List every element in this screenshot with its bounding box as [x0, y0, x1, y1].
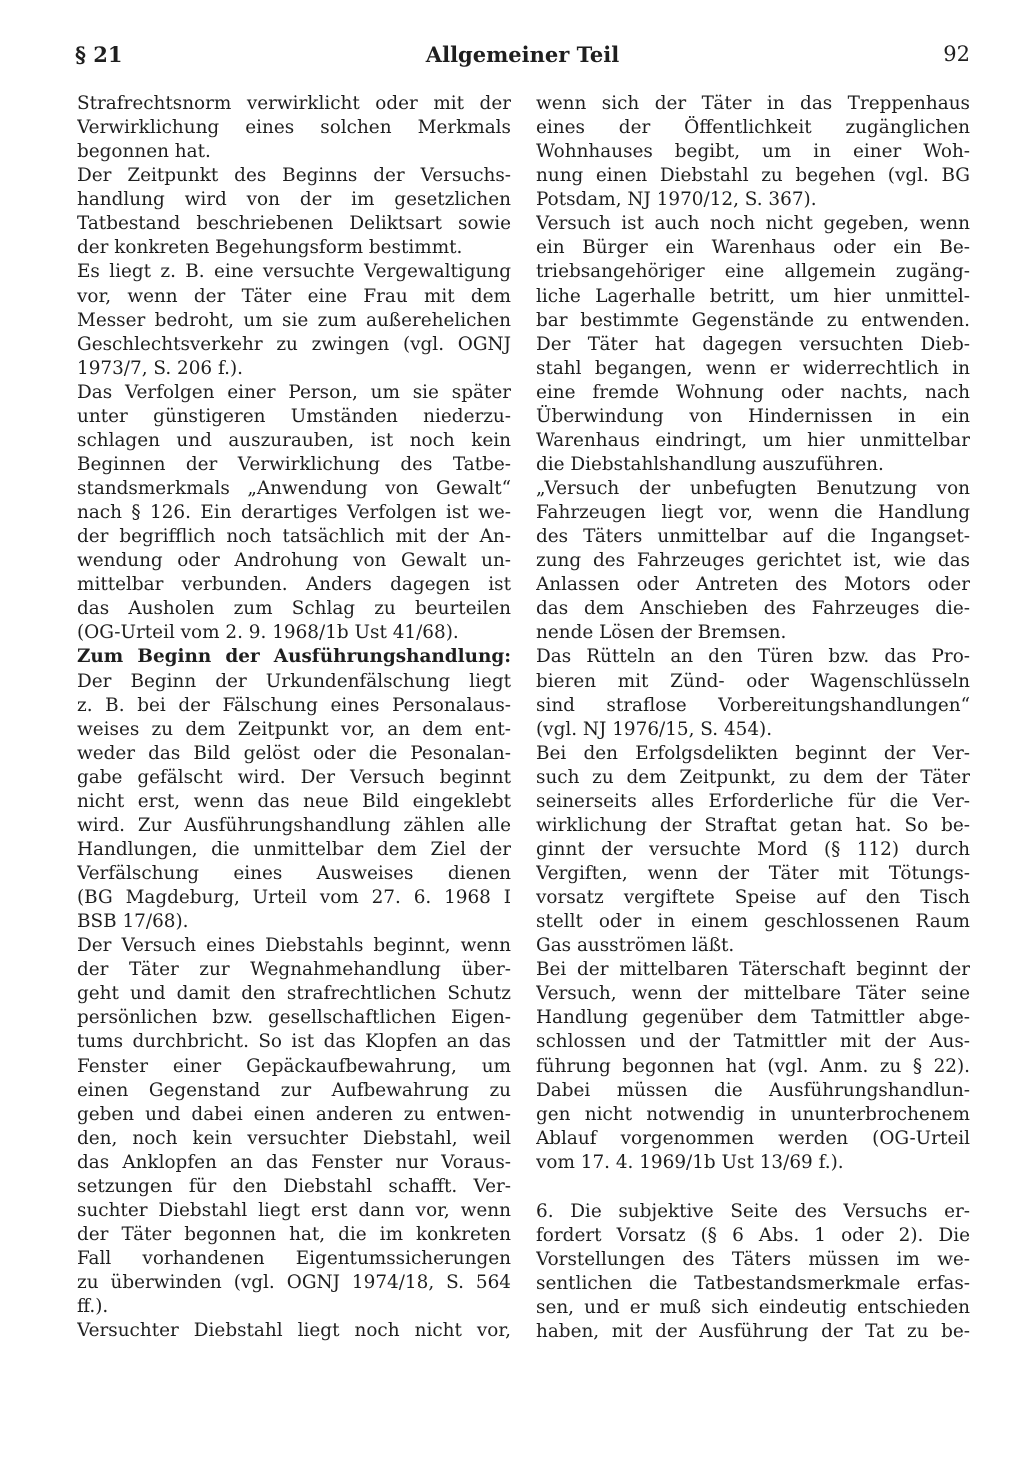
text-line: geht und damit den strafrechtlichen Schutz [77, 983, 511, 1005]
text-line: schlossen und der Tatmittler mit der Aus- [536, 1031, 970, 1053]
text-line: (vgl. NJ 1976/15, S. 454). [536, 718, 773, 740]
text-line: Anlassen oder Antreten des Motors oder [536, 574, 970, 596]
text-line: „Versuch der unbefugten Benutzung von [536, 478, 970, 499]
text-line: triebsangehöriger eine allgemein zugäng- [536, 261, 970, 283]
text-line: Der Täter hat dagegen versuchten Dieb- [536, 333, 970, 355]
text-line: tums durchbricht. So ist das Klopfen an das [77, 1031, 511, 1053]
page-number: 92 [943, 42, 970, 66]
text-line: stahl begangen, wenn er widerrechtlich in [536, 357, 970, 379]
text-line: Der Zeitpunkt des Beginns der Versuchs- [77, 165, 511, 187]
text-line: eines der Öffentlichkeit zugänglichen [536, 117, 970, 139]
text-line: Es liegt z. B. eine versuchte Vergewaltigung [77, 261, 511, 283]
section-number: § 21 [75, 42, 123, 67]
text-line: schlagen und auszurauben, ist noch kein [77, 429, 511, 451]
text-line: haben, mit der Ausführung der Tat zu be- [536, 1321, 970, 1343]
text-line: ff.). [77, 1296, 109, 1318]
text-line: geben und dabei einen anderen zu entwen- [77, 1103, 511, 1125]
text-line: Fenster einer Gepäckaufbewahrung, um [77, 1055, 511, 1077]
text-line: Fall vorhandenen Eigentumssicherungen [77, 1248, 511, 1269]
text-line: wendung oder Androhung von Gewalt un- [77, 550, 511, 572]
text-line: Gas ausströmen läßt. [536, 935, 735, 957]
text-line: Das Rütteln an den Türen bzw. das Pro- [536, 646, 970, 668]
text-line: vom 17. 4. 1969/1b Ust 13/69 f.). [536, 1151, 844, 1173]
text-line: wenn sich der Täter in das Treppenhaus [536, 93, 970, 114]
text-line: Bei der mittelbaren Täterschaft beginnt der [536, 959, 970, 981]
text-line: den, noch kein versuchter Diebstahl, weil [77, 1127, 511, 1149]
text-line: Versuch, wenn der mittelbare Täter seine [536, 983, 970, 1005]
text-line: Verfälschung eines Ausweises dienen [77, 863, 511, 884]
text-line: der Täter zur Wegnahmehandlung über- [77, 959, 511, 981]
paragraph-gap [536, 1175, 970, 1200]
text-line: Handlung gegenüber dem Tatmittler abge- [536, 1007, 970, 1029]
text-line: Warenhaus eindringt, um hier unmittelbar [536, 429, 970, 451]
text-line: stellt oder in einem geschlossenen Raum [536, 911, 970, 933]
text-line: Bei den Erfolgsdelikten beginnt der Ver- [536, 742, 970, 764]
text-line: sentlichen die Tatbestandsmerkmale erfas- [536, 1273, 970, 1294]
text-line: der Täter begonnen hat, die im konkreten [77, 1223, 511, 1245]
text-line: nung einen Diebstahl zu begehen (vgl. BG [536, 165, 970, 187]
text-line: das Ausholen zum Schlag zu beurteilen [77, 598, 511, 620]
text-line: nende Lösen der Bremsen. [536, 622, 787, 644]
text-line: führung begonnen hat (vgl. Anm. zu § 22). [536, 1055, 970, 1077]
text-line: Der Versuch eines Diebstahls beginnt, wenn [77, 935, 511, 957]
text-line: Tatbestand beschriebenen Deliktsart sowie [77, 213, 511, 235]
text-line: der begrifflich noch tatsächlich mit der An- [77, 526, 511, 548]
text-line: liche Lagerhalle betritt, um hier unmittel- [536, 285, 970, 307]
text-line: nach § 126. Ein derartiges Verfolgen ist we- [77, 502, 511, 524]
text-line: Strafrechtsnorm verwirklicht oder mit der [77, 93, 511, 114]
text-line: Verwirklichung eines solchen Merkmals [77, 117, 511, 139]
text-line: mittelbar verbunden. Anders dagegen ist [77, 574, 511, 596]
text-line: Fahrzeugen liegt vor, wenn die Handlung [536, 502, 970, 524]
text-line: zung des Fahrzeuges gerichtet ist, wie das [536, 550, 970, 572]
text-line: Vorstellungen des Täters müssen im we- [536, 1248, 970, 1270]
text-line: bieren mit Zünd- oder Wagenschlüsseln [536, 670, 970, 692]
text-line: Messer bedroht, um sie zum außerehelichen [77, 309, 511, 331]
text-line: setzungen für den Diebstahl schafft. Ver- [77, 1175, 511, 1197]
text-line: wirklichung der Straftat getan hat. So be- [536, 814, 970, 836]
text-line: BSB 17/68). [77, 911, 189, 933]
text-line: weises zu dem Zeitpunkt vor, an dem ent- [77, 718, 511, 740]
text-line: Dabei müssen die Ausführungshandlun- [536, 1079, 970, 1101]
subheading-line: Zum Beginn der Ausführungshandlung: [77, 646, 511, 668]
text-line: zu überwinden (vgl. OGNJ 1974/18, S. 564 [77, 1272, 511, 1294]
text-line: Geschlechtsverkehr zu zwingen (vgl. OGNJ [77, 333, 511, 355]
text-line: vor, wenn der Täter eine Frau mit dem [77, 285, 511, 307]
text-line: das dem Anschieben des Fahrzeuges die- [536, 598, 970, 620]
text-line: suchter Diebstahl liegt erst dann vor, wenn [77, 1199, 511, 1221]
text-line: weder das Bild gelöst oder die Pesonalan- [77, 742, 511, 764]
text-line: Beginnen der Verwirklichung des Tatbe- [77, 453, 511, 475]
text-line: gen nicht notwendig in ununterbrochenem [536, 1103, 970, 1125]
text-line: unter günstigeren Umständen niederzu- [77, 405, 511, 427]
text-line: seinerseits alles Erforderliche für die Ver- [536, 790, 970, 812]
text-line: 1973/7, S. 206 f.). [77, 357, 243, 379]
text-line: Versuchter Diebstahl liegt noch nicht vor, [77, 1320, 511, 1342]
text-line: Wohnhauses begibt, um in einer Woh- [536, 141, 970, 163]
text-line: begonnen hat. [77, 141, 211, 163]
text-line: Potsdam, NJ 1970/12, S. 367). [536, 189, 817, 211]
text-line: standsmerkmals „Anwendung von Gewalt“ [77, 478, 511, 499]
text-line: des Täters unmittelbar auf die Ingangset- [536, 526, 970, 548]
text-line: vorsatz vergiftete Speise auf den Tisch [536, 887, 970, 909]
text-line: das Anklopfen an das Fenster nur Voraus- [77, 1151, 511, 1173]
text-line: eine fremde Wohnung oder nachts, nach [536, 381, 970, 403]
running-header [75, 42, 970, 76]
text-line: Das Verfolgen einer Person, um sie später [77, 381, 511, 403]
text-line: handlung wird von der im gesetzlichen [77, 189, 511, 211]
right-column [536, 92, 970, 1344]
text-line: Handlungen, die unmittelbar dem Ziel der [77, 838, 511, 860]
text-line: Vergiften, wenn der Täter mit Tötungs- [536, 863, 970, 884]
text-line: einen Gegenstand zur Aufbewahrung zu [77, 1079, 511, 1101]
text-line: Ablauf vorgenommen werden (OG-Urteil [536, 1127, 970, 1149]
text-line: (BG Magdeburg, Urteil vom 27. 6. 1968 I [77, 887, 511, 909]
text-line: sen, und er muß sich eindeutig entschieden [536, 1297, 970, 1319]
text-line: ein Bürger ein Warenhaus oder ein Be- [536, 237, 970, 259]
text-line: nicht erst, wenn das neue Bild eingeklebt [77, 790, 511, 812]
text-line: ginnt der versuchte Mord (§ 112) durch [536, 838, 970, 860]
text-line: such zu dem Zeitpunkt, zu dem der Täter [536, 766, 970, 788]
left-column [77, 92, 511, 1343]
text-line: Der Beginn der Urkundenfälschung liegt [77, 670, 511, 692]
text-line: wird. Zur Ausführungshandlung zählen alle [77, 814, 511, 836]
text-line: bar bestimmte Gegenstände zu entwenden. [536, 309, 970, 331]
text-line: sind straflose Vorbereitungshandlungen“ [536, 694, 970, 716]
page-title: Allgemeiner Teil [425, 42, 620, 67]
text-line: der konkreten Begehungsform bestimmt. [77, 237, 463, 259]
text-line: gabe gefälscht wird. Der Versuch beginnt [77, 766, 511, 788]
text-line: 6. Die subjektive Seite des Versuchs er- [536, 1200, 970, 1222]
text-line: fordert Vorsatz (§ 6 Abs. 1 oder 2). Die [536, 1224, 970, 1246]
text-line: die Diebstahlshandlung auszuführen. [536, 453, 884, 475]
text-line: (OG-Urteil vom 2. 9. 1968/1b Ust 41/68). [77, 622, 459, 644]
text-line: Versuch ist auch noch nicht gegeben, wenn [536, 213, 970, 235]
text-line: Überwindung von Hindernissen in ein [536, 405, 970, 427]
text-line: z. B. bei der Fälschung eines Personalaus- [77, 694, 511, 716]
text-line: persönlichen bzw. gesellschaftlichen Eigen- [77, 1007, 511, 1029]
